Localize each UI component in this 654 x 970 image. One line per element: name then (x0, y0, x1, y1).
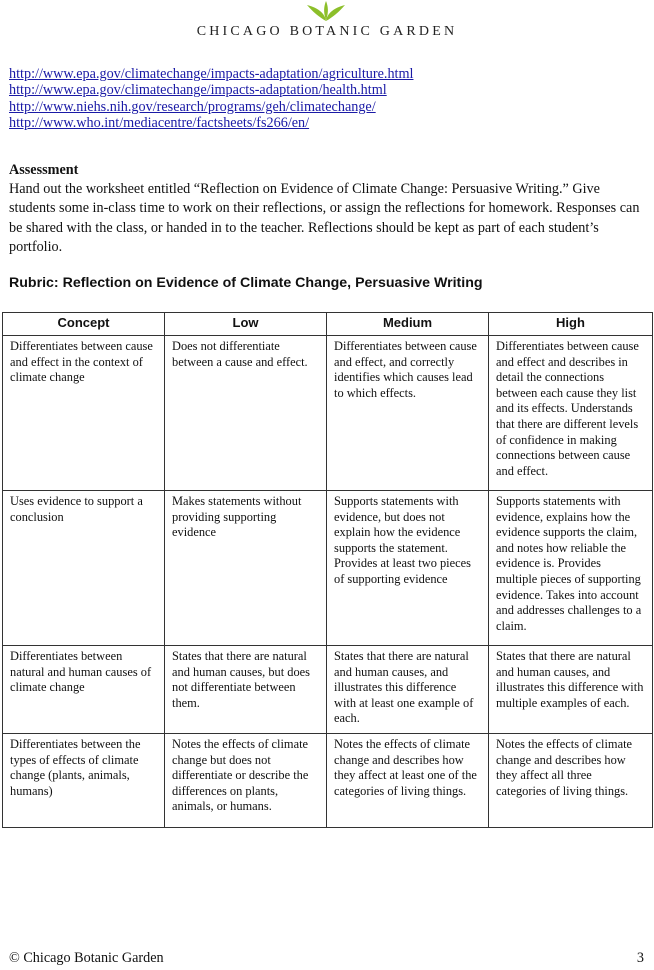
table-row (3, 491, 653, 646)
table-row (3, 733, 653, 827)
org-name: CHICAGO BOTANIC GARDEN (196, 24, 458, 39)
footer-copyright: © Chicago Botanic Garden (9, 950, 164, 966)
cell-medium: Supports statements with evidence, but does not explain how the evidence supports the statement. Provides at least two pieces of supporting evidence (327, 491, 489, 646)
rubric-title: Rubric: Reflection on Evidence of Climate Change, Persuasive Writing (9, 275, 483, 291)
cell-low: Makes statements without providing supporting evidence (165, 491, 327, 646)
cell-low: States that there are natural and human causes, but does not differentiate between them. (165, 646, 327, 734)
cell-concept: Differentiates between cause and effect in the context of climate change (3, 336, 165, 491)
link-niehs-climatechange[interactable]: http://www.niehs.nih.gov/research/programs/geh/climatechange/ (9, 98, 376, 115)
assessment-body: Hand out the worksheet entitled “Reflection on Evidence of Climate Change: Persuasive Writing.” Give students some in-class time to work on their reflections, or assign the reflections for homework. Responses can be shared with the class, or handed in to the teacher. Reflections should be kept as part of each student’s portfolio. (9, 181, 640, 255)
cell-medium: States that there are natural and human causes, and illustrates this difference with at least one example of each. (327, 646, 489, 734)
header-low: Low (165, 313, 327, 336)
link-epa-health[interactable]: http://www.epa.gov/climatechange/impacts-adaptation/health.html (9, 82, 387, 99)
cell-low: Notes the effects of climate change but does not differentiate or describe the differences on plants, animals, or humans. (165, 733, 327, 827)
cell-high: Notes the effects of climate change and describes how they affect all three categories of living things. (489, 733, 653, 827)
cell-concept: Differentiates between the types of effects of climate change (plants, animals, humans) (3, 733, 165, 827)
assessment-heading: Assessment (9, 162, 79, 178)
table-row (3, 336, 653, 491)
header-high: High (489, 313, 653, 336)
reference-links (9, 66, 413, 132)
link-who-factsheet[interactable]: http://www.who.int/mediacentre/factsheets/fs266/en/ (9, 115, 310, 132)
cell-medium: Notes the effects of climate change and describes how they affect at least one of the categories of living things. (327, 733, 489, 827)
link-epa-agriculture[interactable]: http://www.epa.gov/climatechange/impacts-adaptation/agriculture.html (9, 66, 414, 82)
table-row (3, 646, 653, 734)
rubric-header-row (3, 313, 653, 336)
leaf-logo-icon (303, 0, 349, 22)
cell-medium: Differentiates between cause and effect, and correctly identifies which causes lead to which effects. (327, 336, 489, 491)
cell-high: Supports statements with evidence, explains how the evidence supports the claim, and notes how reliable the evidence is. Provides multiple pieces of supporting evidence. Takes into account and addresses challenges to a claim. (489, 491, 653, 646)
page-header (0, 0, 654, 46)
header-medium: Medium (327, 313, 489, 336)
rubric-table (2, 312, 653, 828)
assessment-section (9, 161, 641, 257)
cell-high: States that there are natural and human causes, and illustrates this difference with multiple examples of each. (489, 646, 653, 734)
header-concept: Concept (3, 313, 165, 336)
page-number: 3 (636, 950, 644, 966)
cell-low: Does not differentiate between a cause and effect. (165, 336, 327, 491)
cell-concept: Differentiates between natural and human causes of climate change (3, 646, 165, 734)
cell-high: Differentiates between cause and effect and describes in detail the connections between each cause they list and its effects. Understands that there are different levels of confidence in making connections between cause and effect. (489, 336, 653, 491)
cell-concept: Uses evidence to support a conclusion (3, 491, 165, 646)
